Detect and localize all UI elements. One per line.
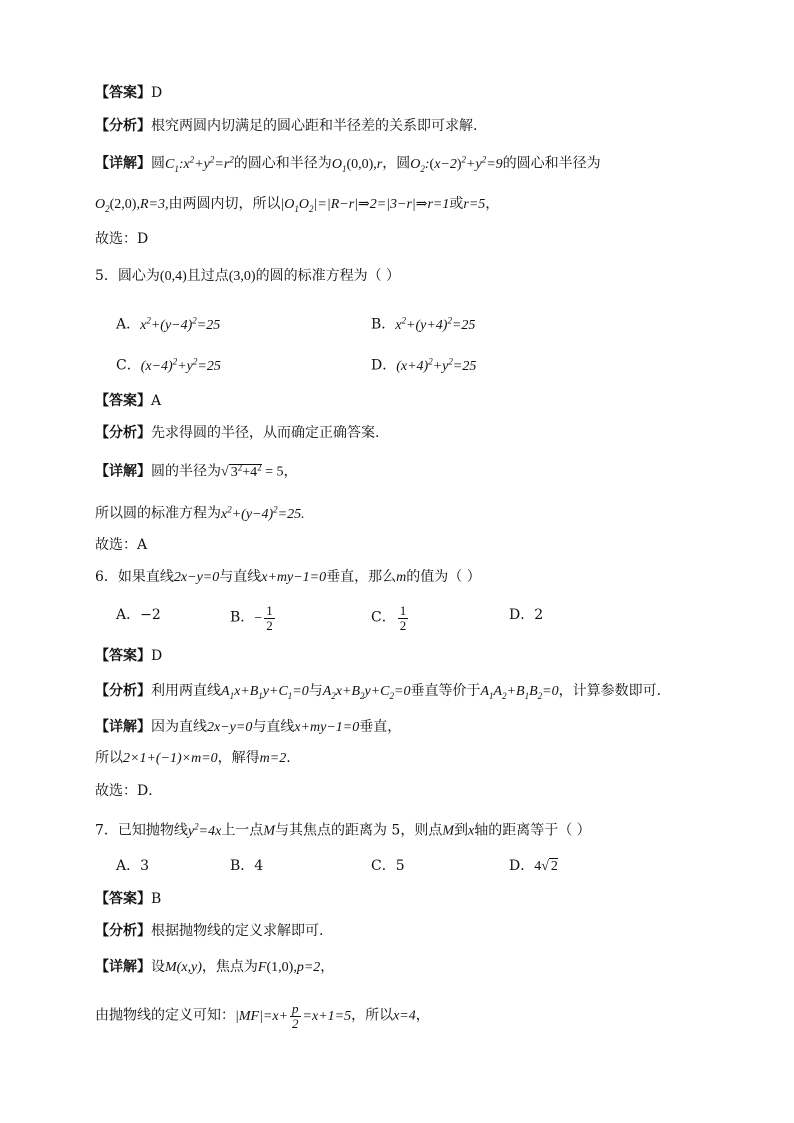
q6-analysis-line	[95, 680, 671, 707]
q5-detail-line	[95, 456, 298, 484]
q7-point-m: M	[263, 823, 275, 839]
q6-stem-text: 的值为（ ）	[406, 569, 481, 585]
q5-detail-line2	[95, 498, 305, 526]
q4-formula-o2-center: $O_2(2,0),R=3$,	[95, 197, 169, 214]
q6-detail-text: 因为直线	[151, 719, 207, 735]
q4-detail-text: 由两圆内切，所以	[168, 196, 281, 212]
q5-option-a-formula: $x^2+(y-4)^2=25$	[140, 315, 221, 333]
q7-distance-formula: |MF|=x+ $\frac{p}{2}$ =x+1=5	[235, 1001, 352, 1031]
q5-analysis: 先求得圆的半径，从而确定正确答案.	[151, 425, 380, 441]
q6-general-line1: $A_1x+B_1y+C_1=0$	[221, 684, 309, 701]
q4-conclusion: 故选：D	[95, 231, 149, 247]
q5-option-c	[116, 350, 221, 378]
q6-option-b	[230, 604, 277, 633]
q6-option-d: D．2	[509, 607, 544, 623]
detail-tag: 【详解】	[95, 959, 151, 975]
q4-formula-o1: $O_1(0,0),r$	[331, 156, 383, 174]
q6-m: m	[396, 570, 407, 585]
q5-stem	[95, 265, 400, 288]
q6-general-line2: $A_2x+B_2y+C_2=0$	[322, 684, 411, 701]
q6-line1: 2x−y=0	[173, 570, 220, 585]
q4-formula-distance: $|O_1O_2|=|R-r|\Rightarrow 2=|3-r|\Rightarrow r=1$	[280, 197, 450, 214]
q7-stem-text: 轴的距离等于（ ）	[474, 822, 591, 839]
q7-detail-text: 设	[151, 959, 165, 975]
q4-formula-c1: $C_1:x^2+y^2=r^2$	[165, 154, 234, 174]
q6-detail-line2-row: 所以2×1+(−1)×m=0，解得m=2.	[95, 750, 291, 766]
q6-stem-text: 垂直，那么	[326, 569, 397, 585]
q7-point-mxy: M(x,y)	[165, 960, 202, 975]
q4-analysis-line	[95, 115, 477, 137]
q7-option-d-value: 4√ 2	[534, 859, 558, 874]
q5-option-b-formula: $x^2+(y+4)^2=25$	[395, 315, 476, 333]
option-label: B．	[230, 609, 255, 626]
option-label: B．	[371, 316, 396, 333]
q6-analysis-text: 垂直等价于	[410, 683, 481, 699]
q7-option-d	[509, 855, 558, 878]
q6-option-b-value: − $\frac{1}{2}$	[254, 603, 273, 633]
q4-detail-line	[95, 148, 601, 179]
q5-option-d	[371, 350, 476, 378]
q7-stem-text: 到	[454, 822, 469, 839]
option-label: D．	[509, 858, 535, 874]
q6-detail-line2: x+my−1=0	[294, 720, 360, 735]
detail-tag: 【详解】	[95, 155, 151, 172]
q6-conclusion: 故选：D．	[95, 783, 163, 799]
q7-stem-text: 7．已知抛物线	[95, 822, 188, 839]
q6-equation: 2×1+(−1)×m=0	[123, 751, 218, 766]
q5-option-b	[371, 309, 475, 337]
q5-stem-text: 且过点	[186, 268, 229, 284]
q6-detail-text: 垂直，	[359, 719, 402, 735]
q7-option-a: A．3	[116, 858, 150, 874]
answer-tag: 【答案】	[95, 891, 151, 907]
q7-axis-x: x	[468, 823, 475, 839]
q6-result: m=2	[259, 751, 287, 766]
q5-option-c-formula: $(x-4)^2+y^2=25$	[140, 356, 221, 374]
q7-stem	[95, 815, 591, 843]
q7-detail-line	[95, 956, 334, 979]
q5-option-a	[116, 309, 220, 337]
q6-analysis-text: 利用两直线	[151, 683, 221, 699]
q7-analysis: 根据抛物线的定义求解即可.	[151, 923, 324, 939]
q6-answer-line	[95, 645, 162, 667]
q5-option-d-formula: $(x+4)^2+y^2=25$	[396, 356, 477, 374]
detail-tag: 【详解】	[95, 719, 151, 735]
q7-focus: F(1,0),p=2	[257, 960, 321, 975]
q4-answer: D	[151, 85, 163, 101]
q6-stem-text: 6．如果直线	[95, 569, 174, 585]
q7-detail-text: ，焦点为	[201, 959, 258, 975]
q6-detail-text: ，解得	[217, 750, 260, 766]
q4-detail-text: 的圆心和半径为	[502, 155, 601, 172]
q7-option-c: C．5	[371, 858, 405, 874]
q5-answer: A	[151, 393, 162, 409]
q6-answer: D	[151, 648, 163, 664]
analysis-tag: 【分析】	[95, 923, 151, 939]
q4-analysis: 根究两圆内切满足的圆心距和半径差的关系即可求解.	[151, 118, 478, 134]
answer-tag: 【答案】	[95, 85, 151, 101]
q4-detail-text: ，圆	[382, 155, 411, 172]
q5-answer-line	[95, 390, 161, 412]
detail-tag: 【详解】	[95, 463, 151, 480]
q7-analysis-line	[95, 920, 323, 942]
q6-detail-text: 与直线	[252, 719, 295, 735]
q6-stem-text: 与直线	[219, 569, 262, 585]
q7-detail-text: ，所以	[351, 1007, 394, 1024]
q7-answer-line	[95, 888, 161, 910]
analysis-tag: 【分析】	[95, 425, 151, 441]
q7-answer: B	[151, 891, 162, 907]
q7-detail-line2: 由抛物线的定义可知：|MF|=x+ $\frac{p}{2}$ =x+1=5，所以x=4，	[95, 1001, 430, 1031]
q5-stem-text: 5．圆心为	[95, 268, 160, 284]
q7-stem-text: 上一点	[221, 822, 264, 839]
q6-detail-text: 所以	[95, 750, 123, 766]
q6-option-c-value: $\frac{1}{2}$	[399, 603, 407, 633]
option-label: C．	[371, 609, 396, 626]
q6-perp-condition: $A_1A_2+B_1B_2=0$	[480, 684, 559, 701]
q5-final-formula: $x^2+(y-4)^2=25$.	[221, 504, 305, 522]
q7-detail-text: ，	[320, 959, 335, 975]
q7-detail-text: 由抛物线的定义可知：	[95, 1007, 235, 1024]
q6-option-a: A．−2	[116, 607, 161, 623]
q5-analysis-line	[95, 422, 379, 444]
q4-formula-r5: r=5	[463, 197, 486, 212]
q4-detail-text: 圆	[151, 155, 165, 172]
q5-detail-text: 所以圆的标准方程为	[95, 505, 221, 522]
q5-center: (0,4)	[159, 269, 187, 284]
q5-radius-formula: √ $3^2+4^2 = 5$，	[221, 462, 298, 480]
option-label: D．	[371, 357, 397, 374]
q6-line2: x+my−1=0	[261, 570, 327, 585]
analysis-tag: 【分析】	[95, 118, 151, 134]
q7-option-b: B．4	[230, 858, 264, 874]
answer-tag: 【答案】	[95, 393, 151, 409]
q5-conclusion: 故选：A	[95, 537, 148, 553]
q6-detail-line1: 2x−y=0	[207, 720, 253, 735]
q7-parabola: $y^2=4x$	[187, 821, 222, 839]
analysis-tag: 【分析】	[95, 683, 151, 699]
q4-detail-text: 的圆心和半径为	[233, 155, 332, 172]
q4-answer-line	[95, 82, 162, 104]
q6-option-c	[371, 604, 410, 633]
q6-detail-line	[95, 716, 401, 739]
answer-tag: 【答案】	[95, 648, 151, 664]
q6-analysis-text: ，计算参数即可．	[558, 683, 671, 699]
q5-stem-text: 的圆的标准方程为（ ）	[255, 268, 401, 284]
option-label: C．	[116, 357, 141, 374]
q4-detail-text: 或	[449, 196, 464, 212]
q6-stem	[95, 566, 481, 589]
q7-stem-text: 与其焦点的距离为 5，则点	[274, 822, 443, 839]
option-label: A．	[116, 316, 141, 333]
q4-detail-line2	[95, 193, 499, 220]
q4-formula-o2: $O_2:(x-2)^2+y^2=9$	[410, 154, 503, 174]
q5-point: (3,0)	[228, 269, 256, 284]
q5-detail-text: 圆的半径为	[151, 463, 221, 480]
q7-point-m: M	[442, 823, 455, 839]
q6-analysis-text: 与	[308, 683, 323, 699]
q4-detail-text: ，	[485, 196, 500, 212]
q7-result: x=4	[393, 1008, 416, 1024]
